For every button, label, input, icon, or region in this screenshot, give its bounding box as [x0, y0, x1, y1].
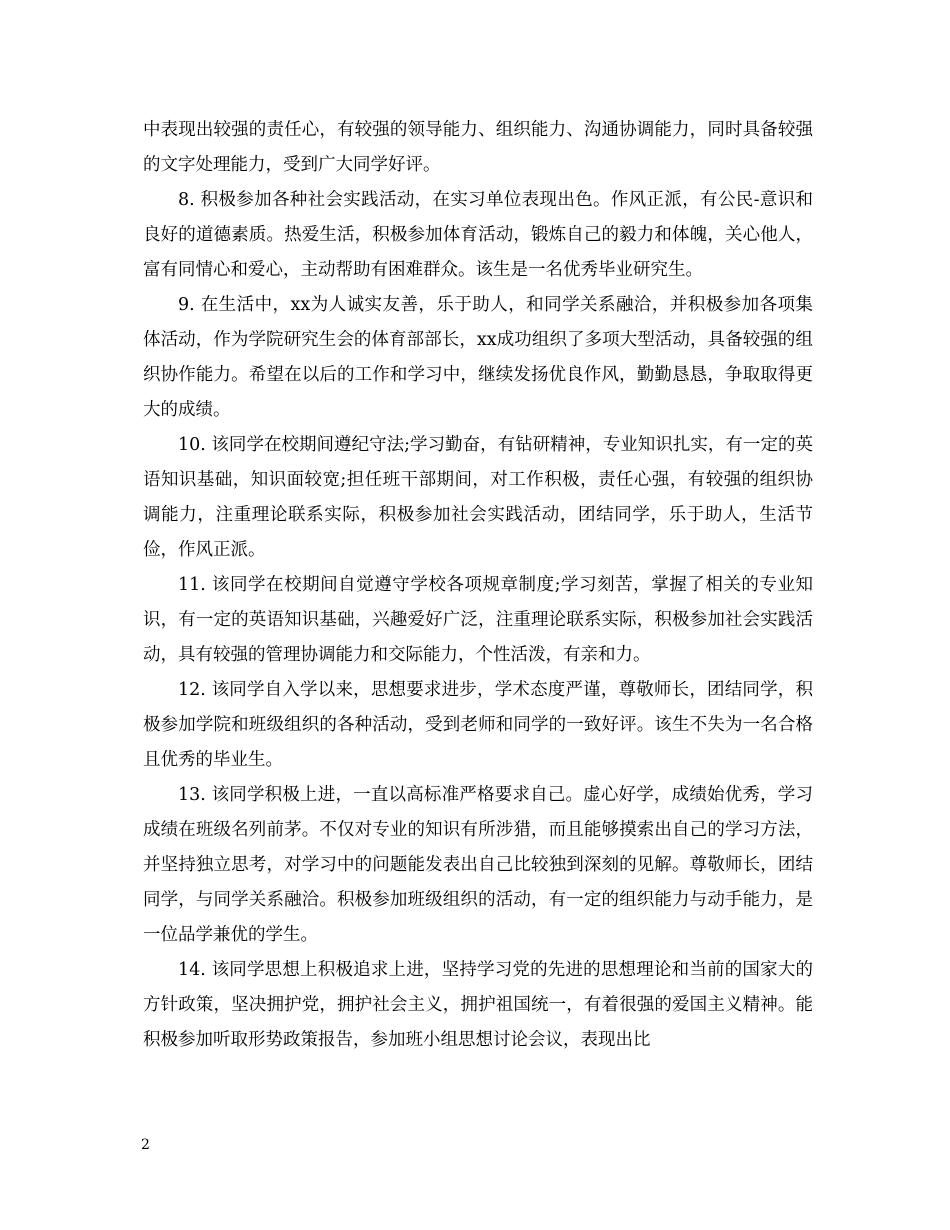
paragraph-13: 13. 该同学积极上进，一直以高标准严格要求自己。虚心好学，成绩始优秀，学习成绩在班级名列前茅。不仅对专业的知识有所涉猎，而且能够摸索出自己的学习方法，并坚持独立思考，对学习中的问题能发表出自己比较独到深刻的见解。尊敬师长，团结同学，与同学关系融洽。积极参加班级组织的活动，有一定的组织能力与动手能力，是一位品学兼优的学生。 — [143, 785, 813, 945]
paragraph-12: 12. 该同学自入学以来，思想要求进步，学术态度严谨，尊敬师长，团结同学，积极参加学院和班级组织的各种活动，受到老师和同学的一致好评。该生不失为一名合格且优秀的毕业生。 — [143, 680, 813, 770]
paragraph-11: 11. 该同学在校期间自觉遵守学校各项规章制度;学习刻苦，掌握了相关的专业知识，有一定的英语知识基础，兴趣爱好广泛，注重理论联系实际，积极参加社会实践活动，具有较强的管理协调能力和交际能力，个性活泼，有亲和力。 — [143, 575, 813, 665]
paragraph-8: 8. 积极参加各种社会实践活动，在实习单位表现出色。作风正派，有公民-意识和良好的道德素质。热爱生活，积极参加体育活动，锻炼自己的毅力和体魄，关心他人，富有同情心和爱心，主动帮助有困难群众。该生是一名优秀毕业研究生。 — [143, 190, 813, 280]
paragraph-continued: 中表现出较强的责任心，有较强的领导能力、组织能力、沟通协调能力，同时具备较强的文字处理能力，受到广大同学好评。 — [143, 120, 813, 175]
paragraph-9: 9. 在生活中，xx为人诚实友善，乐于助人，和同学关系融洽，并积极参加各项集体活动，作为学院研究生会的体育部部长，xx成功组织了多项大型活动，具备较强的组织协作能力。希望在以后的工作和学习中，继续发扬优良作风，勤勤恳恳，争取取得更大的成绩。 — [143, 295, 813, 420]
document-body — [143, 113, 813, 1058]
paragraph-10: 10. 该同学在校期间遵纪守法;学习勤奋，有钻研精神，专业知识扎实，有一定的英语知识基础，知识面较宽;担任班干部期间，对工作积极，责任心强，有较强的组织协调能力，注重理论联系实际，积极参加社会实践活动，团结同学，乐于助人，生活节俭，作风正派。 — [143, 435, 813, 560]
page-number: 2 — [141, 1137, 150, 1153]
paragraph-14: 14. 该同学思想上积极追求上进，坚持学习党的先进的思想理论和当前的国家大的方针政策，坚决拥护党，拥护社会主义，拥护祖国统一，有着很强的爱国主义精神。能积极参加听取形势政策报告，参加班小组思想讨论会议，表现出比 — [143, 960, 813, 1050]
